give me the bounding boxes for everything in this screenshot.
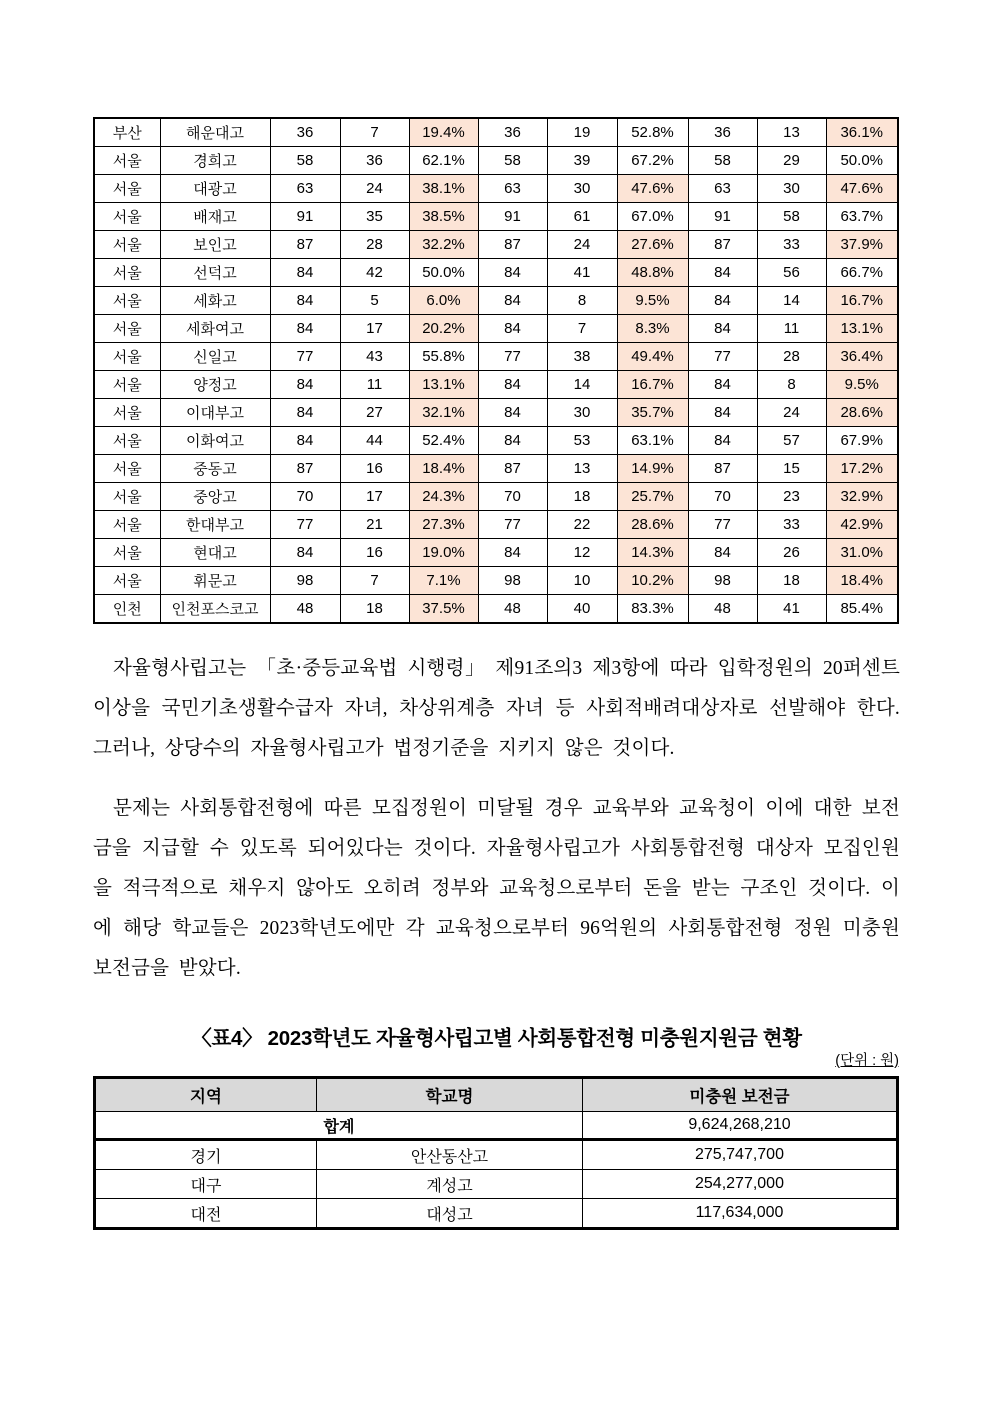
school-cell: 계성고	[317, 1170, 583, 1199]
ratio-cell: 85.4%	[826, 595, 898, 624]
region-cell: 서울	[94, 147, 160, 175]
ratio-cell: 32.9%	[826, 483, 898, 511]
count-cell: 84	[688, 315, 757, 343]
ratio-cell: 38.1%	[409, 175, 478, 203]
school-cell: 한대부고	[160, 511, 270, 539]
ratio-cell: 67.0%	[617, 203, 688, 231]
region-cell: 서울	[94, 483, 160, 511]
count-cell: 84	[270, 399, 340, 427]
ratio-cell: 50.0%	[826, 147, 898, 175]
count-cell: 44	[340, 427, 409, 455]
region-cell: 경기	[95, 1140, 317, 1170]
unit-note: (단위 : 원)	[835, 1053, 899, 1069]
ratio-cell: 18.4%	[826, 567, 898, 595]
ratio-cell: 37.5%	[409, 595, 478, 624]
selection-table-row	[94, 455, 898, 483]
school-cell: 현대고	[160, 539, 270, 567]
count-cell: 43	[340, 343, 409, 371]
body-paragraph-2: 문제는 사회통합전형에 따른 모집정원이 미달될 경우 교육부와 교육청이 이에 대한 보전금을 지급할 수 있도록 되어있다는 것이다. 자율형사립고가 사회통합전형 대상자 모집인원을 적극적으로 채우지 않아도 오히려 정부와 교육청으로부터 돈을 받는 구조인 것이다. 이에 해당 학교들은 2023학년도에만 각 교육청으로부터 96억원의 사회통합전형 정원 미충원 보전금을 받았다.	[93, 798, 900, 979]
count-cell: 84	[688, 371, 757, 399]
count-cell: 84	[270, 539, 340, 567]
selection-table-row	[94, 315, 898, 343]
school-cell: 중앙고	[160, 483, 270, 511]
selection-table-row	[94, 231, 898, 259]
count-cell: 58	[270, 147, 340, 175]
ratio-cell: 10.2%	[617, 567, 688, 595]
count-cell: 18	[757, 567, 826, 595]
ratio-cell: 67.9%	[826, 427, 898, 455]
school-cell: 해운대고	[160, 118, 270, 147]
count-cell: 14	[547, 371, 617, 399]
count-cell: 84	[478, 399, 547, 427]
region-cell: 서울	[94, 287, 160, 315]
count-cell: 21	[340, 511, 409, 539]
region-cell: 서울	[94, 427, 160, 455]
count-cell: 48	[688, 595, 757, 624]
ratio-cell: 37.9%	[826, 231, 898, 259]
region-cell: 서울	[94, 539, 160, 567]
count-cell: 87	[270, 455, 340, 483]
count-cell: 30	[547, 399, 617, 427]
count-cell: 38	[547, 343, 617, 371]
ratio-cell: 49.4%	[617, 343, 688, 371]
count-cell: 41	[757, 595, 826, 624]
count-cell: 63	[478, 175, 547, 203]
count-cell: 77	[270, 343, 340, 371]
school-cell: 대성고	[317, 1199, 583, 1229]
count-cell: 36	[270, 118, 340, 147]
count-cell: 28	[340, 231, 409, 259]
ratio-cell: 14.9%	[617, 455, 688, 483]
count-cell: 58	[688, 147, 757, 175]
selection-table-row	[94, 287, 898, 315]
ratio-cell: 36.1%	[826, 118, 898, 147]
subsidy-total-row	[95, 1112, 898, 1140]
ratio-cell: 67.2%	[617, 147, 688, 175]
ratio-cell: 63.7%	[826, 203, 898, 231]
selection-table-row	[94, 343, 898, 371]
count-cell: 7	[547, 315, 617, 343]
count-cell: 18	[547, 483, 617, 511]
count-cell: 77	[478, 511, 547, 539]
ratio-cell: 16.7%	[617, 371, 688, 399]
ratio-cell: 42.9%	[826, 511, 898, 539]
count-cell: 17	[340, 315, 409, 343]
school-cell: 보인고	[160, 231, 270, 259]
count-cell: 84	[270, 371, 340, 399]
region-cell: 서울	[94, 511, 160, 539]
subsidy-table-body	[95, 1112, 898, 1229]
count-cell: 91	[478, 203, 547, 231]
ratio-cell: 66.7%	[826, 259, 898, 287]
count-cell: 84	[688, 287, 757, 315]
count-cell: 84	[688, 259, 757, 287]
count-cell: 84	[270, 287, 340, 315]
selection-table-row	[94, 483, 898, 511]
count-cell: 63	[270, 175, 340, 203]
count-cell: 63	[688, 175, 757, 203]
school-cell: 경희고	[160, 147, 270, 175]
count-cell: 13	[547, 455, 617, 483]
ratio-cell: 14.3%	[617, 539, 688, 567]
total-label: 합계	[95, 1112, 583, 1140]
count-cell: 84	[478, 259, 547, 287]
school-cell: 선덕고	[160, 259, 270, 287]
ratio-cell: 83.3%	[617, 595, 688, 624]
count-cell: 26	[757, 539, 826, 567]
count-cell: 87	[478, 231, 547, 259]
count-cell: 70	[688, 483, 757, 511]
region-cell: 서울	[94, 371, 160, 399]
ratio-cell: 52.8%	[617, 118, 688, 147]
count-cell: 33	[757, 231, 826, 259]
count-cell: 87	[688, 455, 757, 483]
ratio-cell: 48.8%	[617, 259, 688, 287]
count-cell: 42	[340, 259, 409, 287]
count-cell: 7	[340, 567, 409, 595]
count-cell: 84	[478, 539, 547, 567]
region-cell: 서울	[94, 455, 160, 483]
count-cell: 17	[340, 483, 409, 511]
count-cell: 87	[270, 231, 340, 259]
school-cell: 양정고	[160, 371, 270, 399]
count-cell: 84	[478, 371, 547, 399]
region-cell: 서울	[94, 343, 160, 371]
count-cell: 35	[340, 203, 409, 231]
school-cell: 휘문고	[160, 567, 270, 595]
count-cell: 58	[757, 203, 826, 231]
count-cell: 84	[478, 427, 547, 455]
header-region: 지역	[95, 1078, 317, 1112]
subsidy-row	[95, 1170, 898, 1199]
count-cell: 16	[340, 539, 409, 567]
selection-table-row	[94, 595, 898, 624]
ratio-cell: 17.2%	[826, 455, 898, 483]
count-cell: 24	[757, 399, 826, 427]
count-cell: 41	[547, 259, 617, 287]
count-cell: 84	[478, 315, 547, 343]
count-cell: 14	[757, 287, 826, 315]
ratio-cell: 28.6%	[617, 511, 688, 539]
count-cell: 98	[478, 567, 547, 595]
count-cell: 70	[478, 483, 547, 511]
ratio-cell: 62.1%	[409, 147, 478, 175]
table4-title: 〈표4〉 2023학년도 자율형사립고별 사회통합전형 미충원지원금 현황	[191, 1027, 802, 1050]
header-amount: 미충원 보전금	[583, 1078, 898, 1112]
ratio-cell: 19.4%	[409, 118, 478, 147]
subsidy-table	[93, 1076, 899, 1230]
ratio-cell: 31.0%	[826, 539, 898, 567]
count-cell: 91	[688, 203, 757, 231]
selection-table-row	[94, 371, 898, 399]
selection-table-row	[94, 175, 898, 203]
count-cell: 87	[688, 231, 757, 259]
count-cell: 87	[478, 455, 547, 483]
subsidy-row	[95, 1140, 898, 1170]
amount-cell: 275,747,700	[583, 1140, 898, 1170]
ratio-cell: 7.1%	[409, 567, 478, 595]
total-value: 9,624,268,210	[583, 1112, 898, 1140]
selection-table-row	[94, 539, 898, 567]
count-cell: 84	[688, 427, 757, 455]
region-cell: 서울	[94, 203, 160, 231]
ratio-cell: 35.7%	[617, 399, 688, 427]
count-cell: 84	[270, 315, 340, 343]
count-cell: 16	[340, 455, 409, 483]
count-cell: 11	[340, 371, 409, 399]
count-cell: 70	[270, 483, 340, 511]
ratio-cell: 47.6%	[617, 175, 688, 203]
count-cell: 77	[688, 511, 757, 539]
count-cell: 30	[757, 175, 826, 203]
count-cell: 36	[478, 118, 547, 147]
ratio-cell: 24.3%	[409, 483, 478, 511]
count-cell: 8	[547, 287, 617, 315]
ratio-cell: 28.6%	[826, 399, 898, 427]
ratio-cell: 27.6%	[617, 231, 688, 259]
count-cell: 24	[340, 175, 409, 203]
region-cell: 서울	[94, 315, 160, 343]
count-cell: 98	[270, 567, 340, 595]
ratio-cell: 25.7%	[617, 483, 688, 511]
count-cell: 29	[757, 147, 826, 175]
ratio-cell: 32.2%	[409, 231, 478, 259]
count-cell: 18	[340, 595, 409, 624]
count-cell: 58	[478, 147, 547, 175]
count-cell: 27	[340, 399, 409, 427]
subsidy-header-row	[95, 1078, 898, 1112]
ratio-cell: 13.1%	[826, 315, 898, 343]
selection-table-row	[94, 567, 898, 595]
header-school: 학교명	[317, 1078, 583, 1112]
count-cell: 98	[688, 567, 757, 595]
count-cell: 40	[547, 595, 617, 624]
count-cell: 24	[547, 231, 617, 259]
school-cell: 세화여고	[160, 315, 270, 343]
count-cell: 13	[757, 118, 826, 147]
selection-table-row	[94, 203, 898, 231]
count-cell: 36	[340, 147, 409, 175]
selection-table-row	[94, 427, 898, 455]
ratio-cell: 36.4%	[826, 343, 898, 371]
ratio-cell: 52.4%	[409, 427, 478, 455]
ratio-cell: 38.5%	[409, 203, 478, 231]
count-cell: 84	[270, 427, 340, 455]
count-cell: 84	[688, 399, 757, 427]
count-cell: 15	[757, 455, 826, 483]
count-cell: 57	[757, 427, 826, 455]
ratio-cell: 9.5%	[617, 287, 688, 315]
selection-table-row	[94, 511, 898, 539]
count-cell: 39	[547, 147, 617, 175]
region-cell: 서울	[94, 399, 160, 427]
count-cell: 77	[688, 343, 757, 371]
count-cell: 30	[547, 175, 617, 203]
ratio-cell: 55.8%	[409, 343, 478, 371]
count-cell: 91	[270, 203, 340, 231]
selection-table-row	[94, 147, 898, 175]
ratio-cell: 50.0%	[409, 259, 478, 287]
school-cell: 배재고	[160, 203, 270, 231]
ratio-cell: 32.1%	[409, 399, 478, 427]
school-cell: 인천포스코고	[160, 595, 270, 624]
count-cell: 12	[547, 539, 617, 567]
region-cell: 대구	[95, 1170, 317, 1199]
count-cell: 36	[688, 118, 757, 147]
region-cell: 서울	[94, 567, 160, 595]
ratio-cell: 16.7%	[826, 287, 898, 315]
school-cell: 중동고	[160, 455, 270, 483]
count-cell: 7	[340, 118, 409, 147]
region-cell: 인천	[94, 595, 160, 624]
count-cell: 84	[270, 259, 340, 287]
count-cell: 23	[757, 483, 826, 511]
ratio-cell: 63.1%	[617, 427, 688, 455]
selection-table-body	[94, 118, 898, 623]
selection-table-row	[94, 399, 898, 427]
subsidy-row	[95, 1199, 898, 1229]
ratio-cell: 13.1%	[409, 371, 478, 399]
count-cell: 10	[547, 567, 617, 595]
school-cell: 안산동산고	[317, 1140, 583, 1170]
count-cell: 61	[547, 203, 617, 231]
school-cell: 신일고	[160, 343, 270, 371]
count-cell: 53	[547, 427, 617, 455]
ratio-cell: 6.0%	[409, 287, 478, 315]
count-cell: 22	[547, 511, 617, 539]
ratio-cell: 20.2%	[409, 315, 478, 343]
body-paragraph-1: 자율형사립고는 「초·중등교육법 시행령」 제91조의3 제3항에 따라 입학정원의 20퍼센트 이상을 국민기초생활수급자 자녀, 차상위계층 자녀 등 사회적배려대상자로 선발해야 한다. 그러나, 상당수의 자율형사립고가 법정기준을 지키지 않은 것이다.	[93, 658, 900, 759]
ratio-cell: 27.3%	[409, 511, 478, 539]
region-cell: 서울	[94, 175, 160, 203]
ratio-cell: 19.0%	[409, 539, 478, 567]
ratio-cell: 9.5%	[826, 371, 898, 399]
count-cell: 33	[757, 511, 826, 539]
school-cell: 대광고	[160, 175, 270, 203]
count-cell: 28	[757, 343, 826, 371]
count-cell: 48	[478, 595, 547, 624]
count-cell: 77	[478, 343, 547, 371]
count-cell: 11	[757, 315, 826, 343]
ratio-cell: 8.3%	[617, 315, 688, 343]
ratio-cell: 18.4%	[409, 455, 478, 483]
selection-table-row	[94, 259, 898, 287]
region-cell: 서울	[94, 259, 160, 287]
region-cell: 부산	[94, 118, 160, 147]
count-cell: 56	[757, 259, 826, 287]
count-cell: 5	[340, 287, 409, 315]
amount-cell: 254,277,000	[583, 1170, 898, 1199]
school-cell: 이대부고	[160, 399, 270, 427]
count-cell: 8	[757, 371, 826, 399]
selection-table-row	[94, 118, 898, 147]
region-cell: 서울	[94, 231, 160, 259]
amount-cell: 117,634,000	[583, 1199, 898, 1229]
school-cell: 이화여고	[160, 427, 270, 455]
count-cell: 19	[547, 118, 617, 147]
count-cell: 77	[270, 511, 340, 539]
ratio-cell: 47.6%	[826, 175, 898, 203]
school-cell: 세화고	[160, 287, 270, 315]
count-cell: 84	[478, 287, 547, 315]
social-integration-selection-table	[93, 117, 899, 624]
count-cell: 84	[688, 539, 757, 567]
count-cell: 48	[270, 595, 340, 624]
region-cell: 대전	[95, 1199, 317, 1229]
